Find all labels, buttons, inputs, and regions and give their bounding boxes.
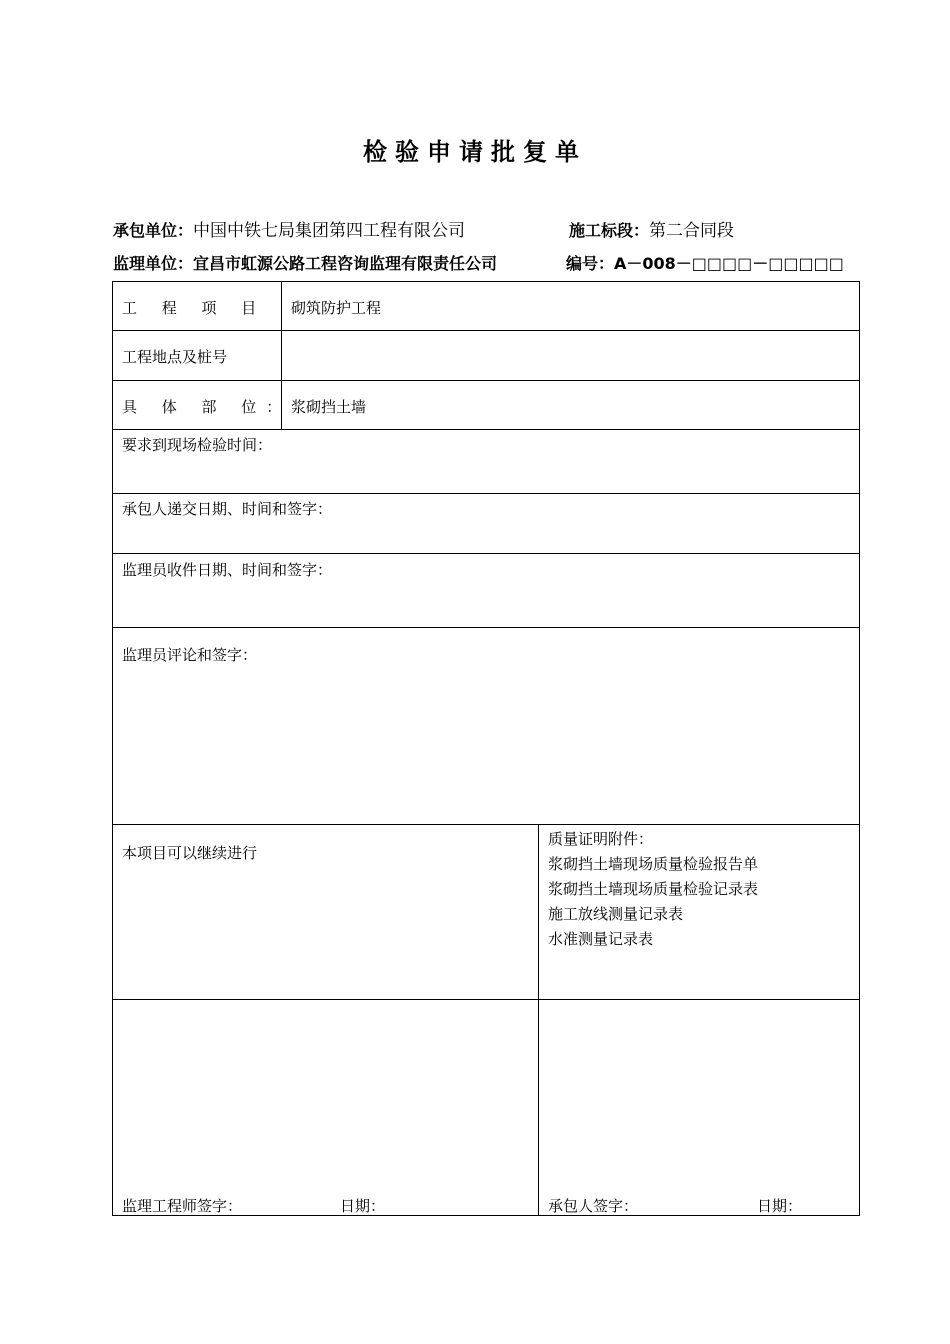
- row-divider: [112, 429, 860, 430]
- number-value: A－008－□□□□－□□□□□: [614, 254, 844, 273]
- section-line: [569, 216, 734, 241]
- number-label: 编号：: [566, 254, 615, 273]
- contractor-value: 中国中铁七局集团第四工程有限公司: [193, 221, 466, 241]
- project-value: 砌筑防护工程: [291, 299, 382, 317]
- row-divider: [112, 330, 860, 331]
- row-divider: [112, 824, 860, 825]
- row-divider: [112, 553, 860, 554]
- inspection-time-label: 要求到现场检验时间：: [122, 436, 273, 454]
- row-divider: [112, 493, 860, 494]
- section-value: 第二合同段: [649, 221, 735, 241]
- section-label: 施工标段：: [569, 221, 650, 240]
- number-line: [566, 251, 844, 274]
- project-label: 工 程 项 目: [122, 299, 267, 317]
- form-table: [112, 281, 860, 1216]
- row-divider: [112, 627, 860, 628]
- attachment-item: 浆砌挡土墙现场质量检验报告单: [548, 855, 759, 873]
- part-label: 具 体 部 位：: [122, 398, 292, 416]
- contractor-sign-label: 承包人签字：: [548, 1197, 639, 1215]
- engineer-date-label: 日期：: [340, 1197, 386, 1215]
- location-label: 工程地点及桩号: [122, 348, 228, 366]
- supervisor-receive-label: 监理员收件日期、时间和签字：: [122, 561, 333, 579]
- supervisor-value: 宜昌市虹源公路工程咨询监理有限责任公司: [193, 254, 498, 273]
- supervisor-label: 监理单位：: [113, 254, 194, 273]
- attachment-item: 施工放线测量记录表: [548, 905, 684, 923]
- engineer-sign-label: 监理工程师签字：: [122, 1197, 243, 1215]
- contractor-date-label: 日期：: [757, 1197, 803, 1215]
- attachment-item: 水准测量记录表: [548, 930, 654, 948]
- row-divider: [112, 999, 860, 1000]
- page-title: 检验申请批复单: [363, 138, 587, 166]
- contractor-line: [113, 216, 465, 241]
- attachment-item: 浆砌挡土墙现场质量检验记录表: [548, 880, 759, 898]
- row-divider: [112, 380, 860, 381]
- contractor-submit-label: 承包人递交日期、时间和签字：: [122, 500, 333, 518]
- contractor-label: 承包单位：: [113, 221, 194, 240]
- supervisor-line: [113, 251, 497, 274]
- continue-text: 本项目可以继续进行: [122, 844, 258, 862]
- column-divider: [538, 824, 539, 1216]
- supervisor-comment-label: 监理员评论和签字：: [122, 646, 258, 664]
- attachments-title: 质量证明附件：: [548, 830, 654, 848]
- part-value: 浆砌挡土墙: [291, 398, 367, 416]
